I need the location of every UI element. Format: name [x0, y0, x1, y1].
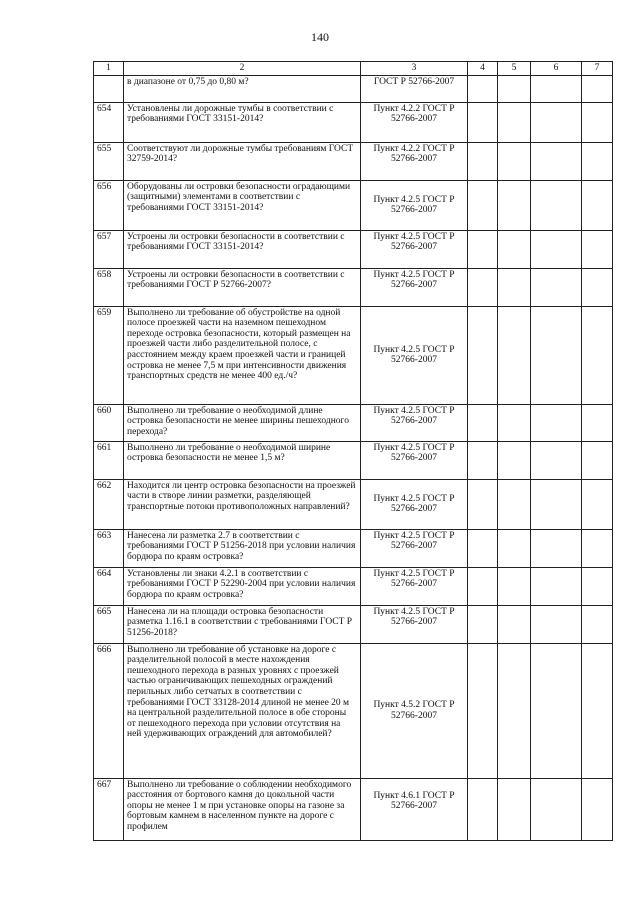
row-question: Находится ли центр островка безопасности на проезжей части в створе линии разметки, разделяющей транспортные потоки противоположных направлений?	[124, 479, 361, 529]
blank-cell	[468, 441, 498, 479]
blank-cell	[468, 643, 498, 778]
blank-cell	[468, 778, 498, 840]
row-number: 664	[94, 567, 124, 605]
header-cell: 5	[498, 62, 531, 76]
table-row	[94, 230, 613, 268]
header-cell: 7	[582, 62, 613, 76]
blank-cell	[468, 567, 498, 605]
row-reference: Пункт 4.2.5 ГОСТ Р 52766-2007	[361, 180, 468, 230]
table-row	[94, 605, 613, 643]
row-question: Соответствуют ли дорожные тумбы требованиям ГОСТ 32759-2014?	[124, 142, 361, 180]
page-number: 140	[311, 30, 329, 44]
blank-cell	[498, 230, 531, 268]
blank-cell	[531, 479, 582, 529]
blank-cell	[582, 230, 613, 268]
blank-cell	[582, 268, 613, 306]
table-row	[94, 643, 613, 778]
row-number: 660	[94, 404, 124, 441]
row-question: Выполнено ли требование о необходимой длине островка безопасности не менее ширины пешеходного перехода?	[124, 404, 361, 441]
blank-cell	[498, 529, 531, 567]
blank-cell	[498, 778, 531, 840]
row-number: 662	[94, 479, 124, 529]
row-number: 659	[94, 306, 124, 404]
table-row	[94, 180, 613, 230]
row-question: Устроены ли островки безопасности в соответствии с требованиями ГОСТ Р 52766-2007?	[124, 268, 361, 306]
blank-cell	[531, 529, 582, 567]
blank-cell	[498, 142, 531, 180]
blank-cell	[531, 605, 582, 643]
blank-cell	[498, 306, 531, 404]
blank-cell	[498, 75, 531, 102]
blank-cell	[498, 605, 531, 643]
row-reference: Пункт 4.2.2 ГОСТ Р 52766-2007	[361, 142, 468, 180]
blank-cell	[531, 180, 582, 230]
blank-cell	[531, 306, 582, 404]
row-number	[94, 75, 124, 102]
blank-cell	[582, 306, 613, 404]
row-question: Нанесена ли разметка 2.7 в соответствии с требованиями ГОСТ Р 51256-2018 при условии наличия бордюра по краям островка?	[124, 529, 361, 567]
row-question: Выполнено ли требование об установке на дороге с разделительной полосой в месте нахождения пешеходного перехода в разных уровнях с проезжей частью ограничивающих пешеходных ограждений перильных либо сетчатых в соответствии с требованиями ГОСТ 33128-2014 длиной не менее 20 м на центральной разделительной полосе в обе стороны от пешеходного перехода при условии отсутствия на ней удерживающих ограждений для автомобилей?	[124, 643, 361, 778]
row-number: 663	[94, 529, 124, 567]
row-number: 666	[94, 643, 124, 778]
blank-cell	[582, 142, 613, 180]
row-reference: Пункт 4.2.5 ГОСТ Р 52766-2007	[361, 605, 468, 643]
row-question: в диапазоне от 0,75 до 0,80 м?	[124, 75, 361, 102]
table-row	[94, 75, 613, 102]
header-cell: 2	[124, 62, 361, 76]
table-row	[94, 567, 613, 605]
row-reference: Пункт 4.2.2 ГОСТ Р 52766-2007	[361, 102, 468, 142]
table-row	[94, 441, 613, 479]
row-reference: ГОСТ Р 52766-2007	[361, 75, 468, 102]
blank-cell	[531, 643, 582, 778]
blank-cell	[468, 306, 498, 404]
header-row	[94, 62, 613, 76]
row-number: 655	[94, 142, 124, 180]
blank-cell	[582, 605, 613, 643]
row-number: 657	[94, 230, 124, 268]
row-reference: Пункт 4.2.5 ГОСТ Р 52766-2007	[361, 479, 468, 529]
blank-cell	[531, 441, 582, 479]
header-cell: 4	[468, 62, 498, 76]
row-question: Установлены ли дорожные тумбы в соответствии с требованиями ГОСТ 33151-2014?	[124, 102, 361, 142]
header-cell: 1	[94, 62, 124, 76]
row-number: 654	[94, 102, 124, 142]
blank-cell	[468, 529, 498, 567]
blank-cell	[582, 479, 613, 529]
blank-cell	[468, 142, 498, 180]
blank-cell	[498, 404, 531, 441]
table-row	[94, 102, 613, 142]
row-reference: Пункт 4.5.2 ГОСТ Р 52766-2007	[361, 643, 468, 778]
blank-cell	[582, 102, 613, 142]
row-number: 661	[94, 441, 124, 479]
row-question: Оборудованы ли островки безопасности оградающими (защитными) элементами в соответствии с требованиями ГОСТ 33151-2014?	[124, 180, 361, 230]
table-row	[94, 142, 613, 180]
row-reference: Пункт 4.2.5 ГОСТ Р 52766-2007	[361, 306, 468, 404]
row-reference: Пункт 4.2.5 ГОСТ Р 52766-2007	[361, 404, 468, 441]
row-number: 667	[94, 778, 124, 840]
blank-cell	[531, 567, 582, 605]
blank-cell	[582, 529, 613, 567]
table-row	[94, 778, 613, 840]
blank-cell	[498, 180, 531, 230]
row-question: Установлены ли знаки 4.2.1 в соответствии с требованиями ГОСТ Р 52290-2004 при условии наличия бордюра по краям островка?	[124, 567, 361, 605]
row-question: Выполнено ли требование о необходимой ширине островка безопасности не менее 1,5 м?	[124, 441, 361, 479]
row-reference: Пункт 4.2.5 ГОСТ Р 52766-2007	[361, 567, 468, 605]
row-reference: Пункт 4.2.5 ГОСТ Р 52766-2007	[361, 441, 468, 479]
table-row	[94, 268, 613, 306]
blank-cell	[582, 441, 613, 479]
blank-cell	[498, 567, 531, 605]
blank-cell	[531, 230, 582, 268]
blank-cell	[582, 778, 613, 840]
blank-cell	[582, 75, 613, 102]
checklist-table	[93, 61, 613, 841]
blank-cell	[531, 778, 582, 840]
blank-cell	[468, 75, 498, 102]
blank-cell	[582, 567, 613, 605]
row-reference: Пункт 4.2.5 ГОСТ Р 52766-2007	[361, 268, 468, 306]
blank-cell	[498, 479, 531, 529]
blank-cell	[468, 268, 498, 306]
blank-cell	[468, 230, 498, 268]
row-number: 665	[94, 605, 124, 643]
row-question: Выполнено ли требование о соблюдении необходимого расстояния от бортового камня до цокольной части опоры не менее 1 м при установке опоры на газоне за бортовым камнем в населенном пункте на дороге с профилем	[124, 778, 361, 840]
blank-cell	[582, 404, 613, 441]
blank-cell	[531, 75, 582, 102]
row-number: 656	[94, 180, 124, 230]
row-question: Устроены ли островки безопасности в соответствии с требованиями ГОСТ 33151-2014?	[124, 230, 361, 268]
table-row	[94, 404, 613, 441]
blank-cell	[582, 180, 613, 230]
table-row	[94, 529, 613, 567]
blank-cell	[498, 268, 531, 306]
blank-cell	[498, 643, 531, 778]
header-cell: 6	[531, 62, 582, 76]
blank-cell	[468, 404, 498, 441]
row-number: 658	[94, 268, 124, 306]
blank-cell	[498, 441, 531, 479]
blank-cell	[531, 102, 582, 142]
row-reference: Пункт 4.6.1 ГОСТ Р 52766-2007	[361, 778, 468, 840]
header-cell: 3	[361, 62, 468, 76]
blank-cell	[531, 142, 582, 180]
blank-cell	[531, 268, 582, 306]
blank-cell	[468, 479, 498, 529]
row-question: Нанесена ли на площади островка безопасности разметка 1.16.1 в соответствии с требованиями ГОСТ Р 51256-2018?	[124, 605, 361, 643]
blank-cell	[468, 180, 498, 230]
blank-cell	[468, 102, 498, 142]
row-reference: Пункт 4.2.5 ГОСТ Р 52766-2007	[361, 230, 468, 268]
blank-cell	[498, 102, 531, 142]
blank-cell	[582, 643, 613, 778]
table-row	[94, 306, 613, 404]
blank-cell	[468, 605, 498, 643]
table-row	[94, 479, 613, 529]
blank-cell	[531, 404, 582, 441]
row-reference: Пункт 4.2.5 ГОСТ Р 52766-2007	[361, 529, 468, 567]
row-question: Выполнено ли требование об обустройстве на одной полосе проезжей части на наземном пешеходном переходе островка безопасности, который размещен на проезжей части либо разделительной полосе, с расстоянием между краем проезжей части и границей островка не менее 7,5 м при интенсивности движения транспортных средств не менее 400 ед./ч?	[124, 306, 361, 404]
